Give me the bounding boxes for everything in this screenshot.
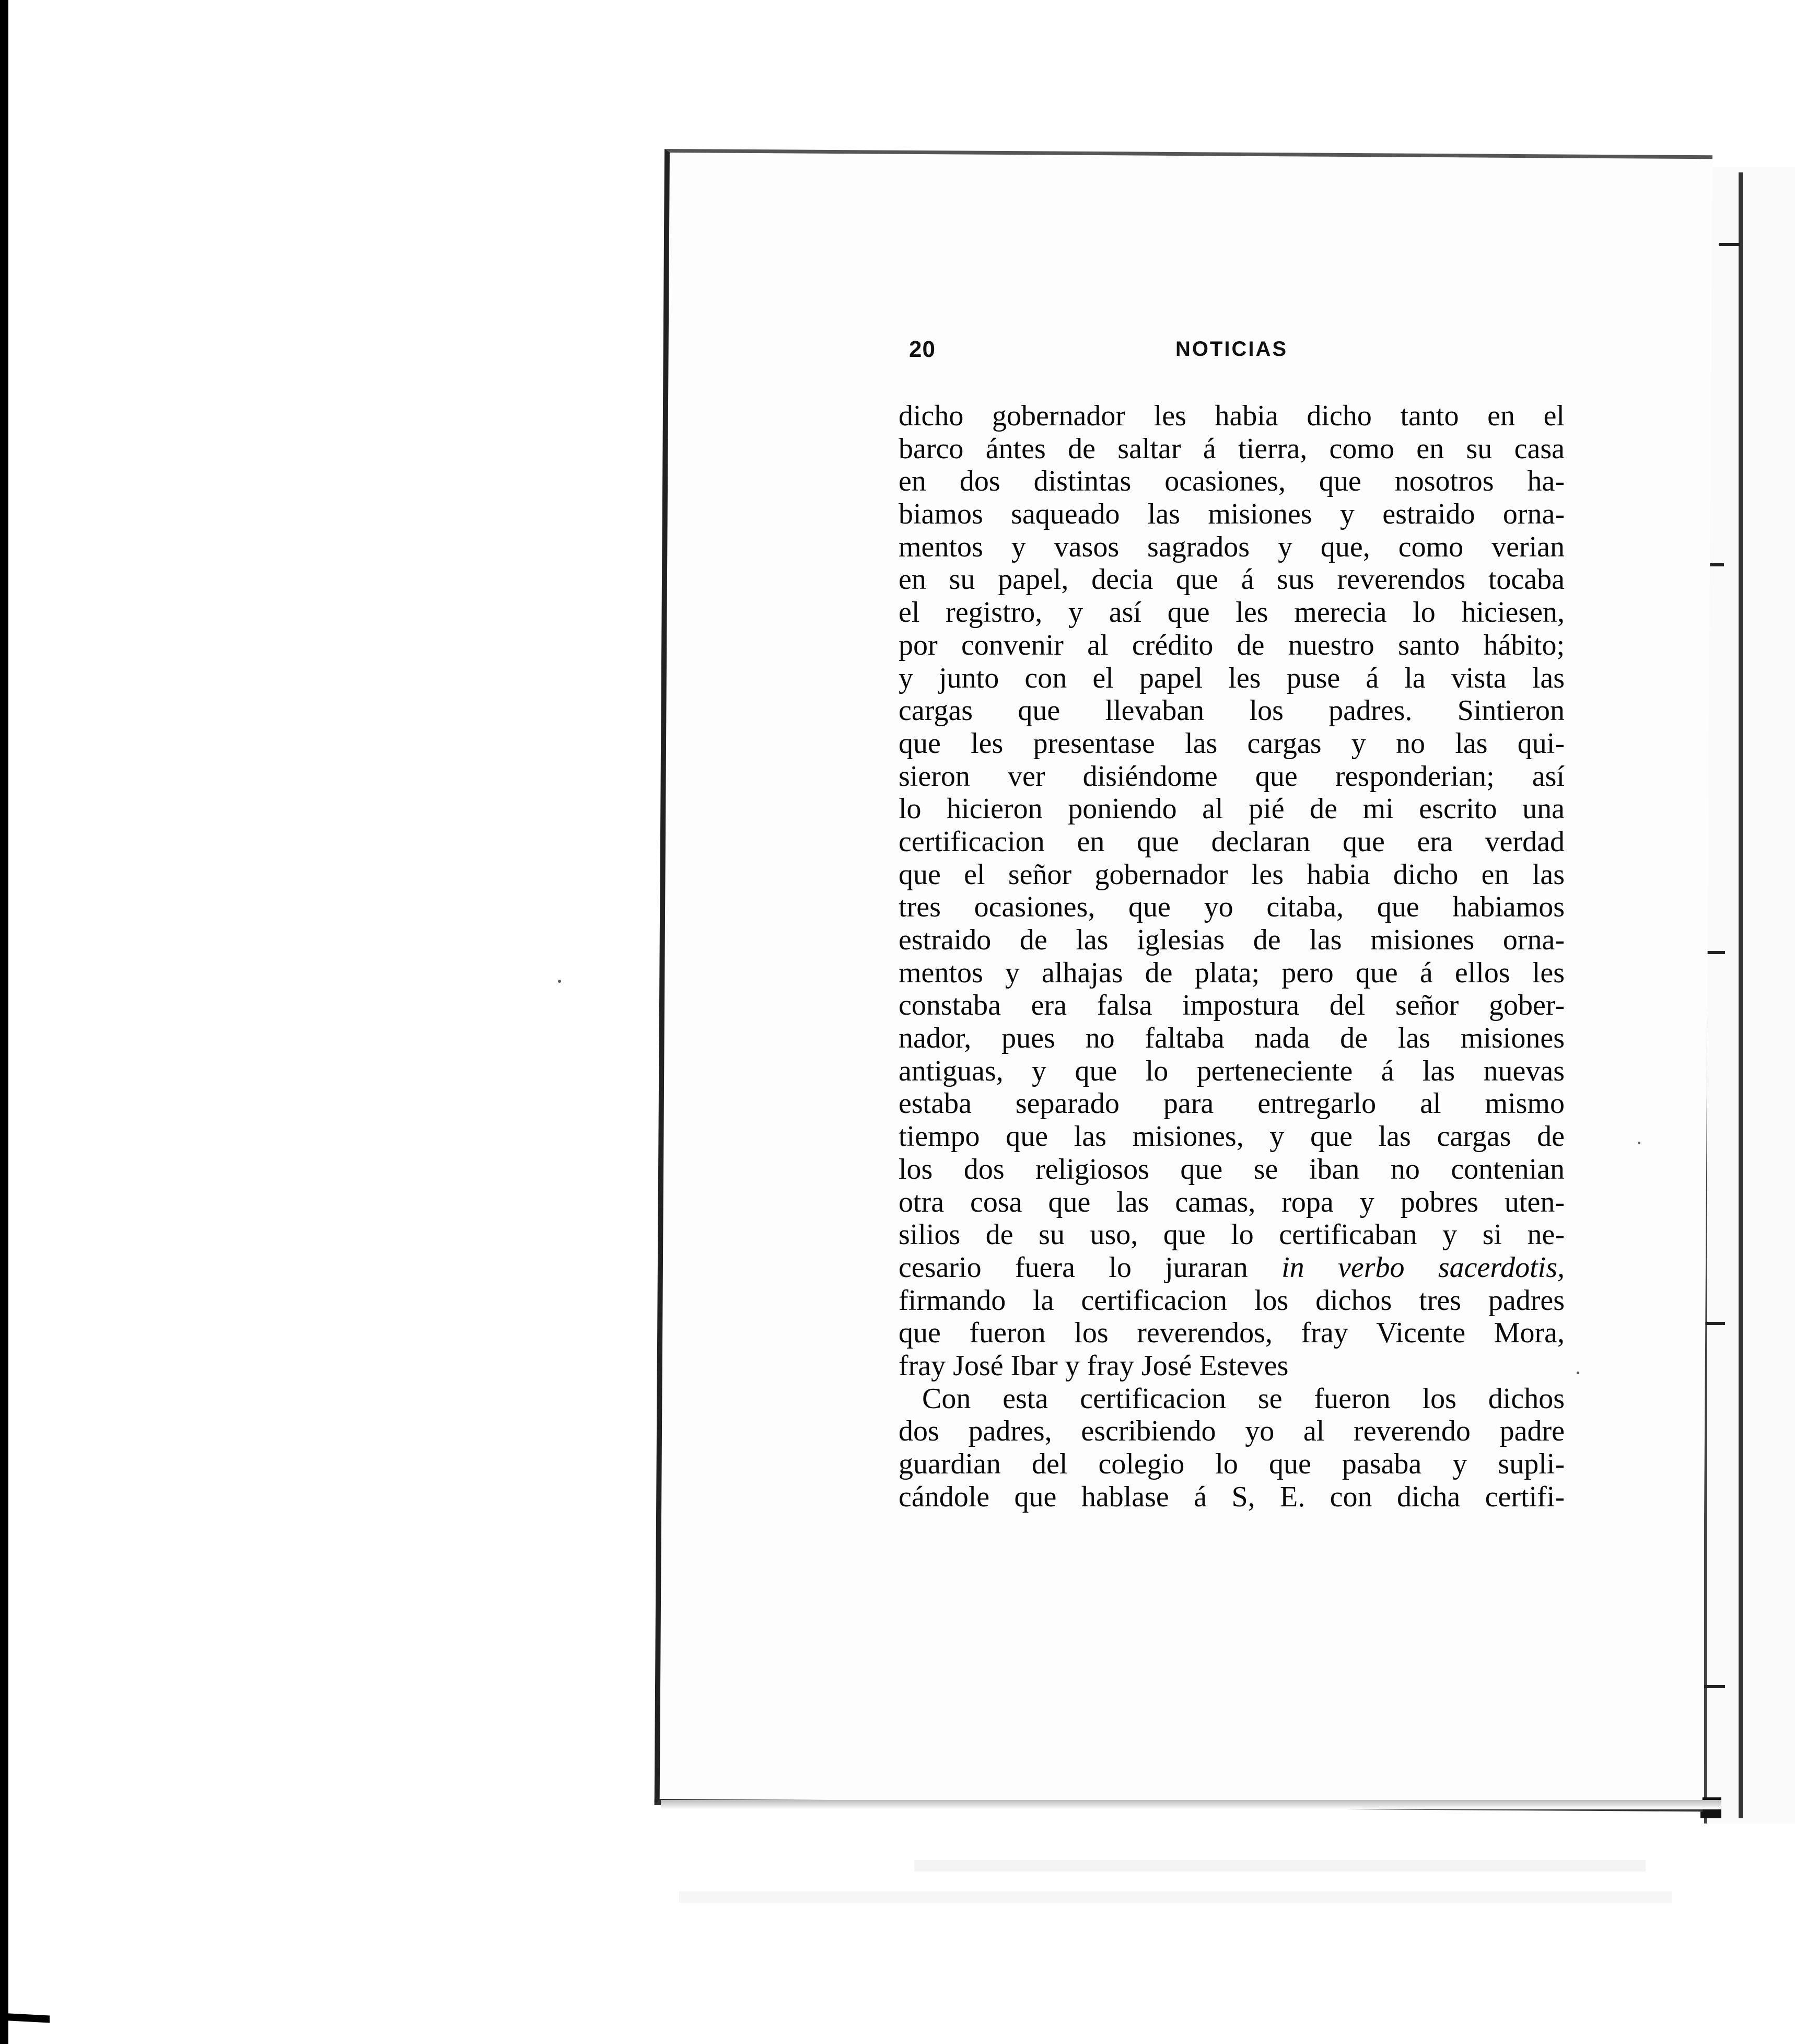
text-line-italic: in verbo sacerdotis, xyxy=(1281,1251,1565,1284)
text-line: nador, pues no faltaba nada de las misiones xyxy=(899,1022,1565,1055)
text-line: Con esta certificacion se fueron los dichos xyxy=(922,1382,1565,1415)
page-number: 20 xyxy=(909,336,936,362)
text-line: certificacion en que declaran que era verdad xyxy=(899,825,1565,858)
bleed-through xyxy=(679,1891,1672,1903)
text-line: por convenir al crédito de nuestro santo hábito; xyxy=(899,629,1565,661)
text-line: en su papel, decia que á sus reverendos tocaba xyxy=(899,563,1565,596)
bleed-through xyxy=(914,1860,1646,1872)
text-line: lo hicieron poniendo al pié de mi escrito una xyxy=(899,793,1565,826)
margin-tick xyxy=(1704,1322,1725,1325)
text-line: estaba separado para entregarlo al mismo xyxy=(899,1087,1565,1120)
text-line: constaba era falsa impostura del señor gober- xyxy=(899,989,1565,1022)
text-line: el registro, y así que les merecia lo hiciesen, xyxy=(899,596,1565,629)
text-line: cargas que llevaban los padres. Sintieron xyxy=(899,694,1565,727)
text-line: firmando la certificacion los dichos tres padres xyxy=(899,1284,1565,1317)
dust-speck xyxy=(1577,1372,1579,1374)
text-line: otra cosa que las camas, ropa y pobres uten- xyxy=(899,1186,1565,1218)
body-text xyxy=(899,400,1565,1513)
facing-page-edge xyxy=(1704,167,1795,1824)
text-line: fray José Ibar y fray José Esteves xyxy=(899,1349,1289,1382)
margin-tick xyxy=(1704,1685,1725,1688)
dust-speck xyxy=(1638,1142,1640,1144)
text-line: mentos y alhajas de plata; pero que á ellos les xyxy=(899,956,1565,989)
page-bottom-shadow xyxy=(661,1800,1721,1809)
text-line: tres ocasiones, que yo citaba, que habiamos xyxy=(899,891,1565,924)
text-line: mentos y vasos sagrados y que, como verian xyxy=(899,530,1565,563)
text-line xyxy=(899,1251,1565,1284)
text-line: dicho gobernador les habia dicho tanto en el xyxy=(899,400,1565,432)
text-line: silios de su uso, que lo certificaban y si ne- xyxy=(899,1218,1565,1251)
facing-page-rule xyxy=(1739,172,1743,1818)
text-line: y junto con el papel les puse á la vista las xyxy=(899,661,1565,694)
text-line: en dos distintas ocasiones, que nosotros ha- xyxy=(899,465,1565,498)
text-line: guardian del colegio lo que pasaba y supli- xyxy=(899,1448,1565,1480)
page-header xyxy=(909,336,1306,368)
text-line: cándole que hablase á S, E. con dicha certifi- xyxy=(899,1480,1565,1513)
text-line-roman: cesario fuera lo juraran xyxy=(899,1251,1282,1284)
text-line: los dos religiosos que se iban no contenian xyxy=(899,1153,1565,1186)
text-line: antiguas, y que lo perteneciente á las nuevas xyxy=(899,1054,1565,1087)
text-line: tiempo que las misiones, y que las cargas de xyxy=(899,1120,1565,1153)
text-line: biamos saqueado las misiones y estraido orna- xyxy=(899,498,1565,531)
text-line: que fueron los reverendos, fray Vicente Mora, xyxy=(899,1317,1565,1350)
text-line: barco ántes de saltar á tierra, como en su casa xyxy=(899,432,1565,465)
margin-tick xyxy=(1719,243,1740,246)
text-line: estraido de las iglesias de las misiones orna- xyxy=(899,924,1565,956)
text-line: que les presentase las cargas y no las qui- xyxy=(899,727,1565,760)
text-line: sieron ver disiéndome que responderian; así xyxy=(899,760,1565,793)
running-head: NOTICIAS xyxy=(1175,338,1288,361)
film-edge xyxy=(0,0,8,2044)
text-line: dos padres, escribiendo yo al reverendo padre xyxy=(899,1415,1565,1448)
text-line: que el señor gobernador les habia dicho en las xyxy=(899,858,1565,891)
dust-speck xyxy=(558,980,561,983)
